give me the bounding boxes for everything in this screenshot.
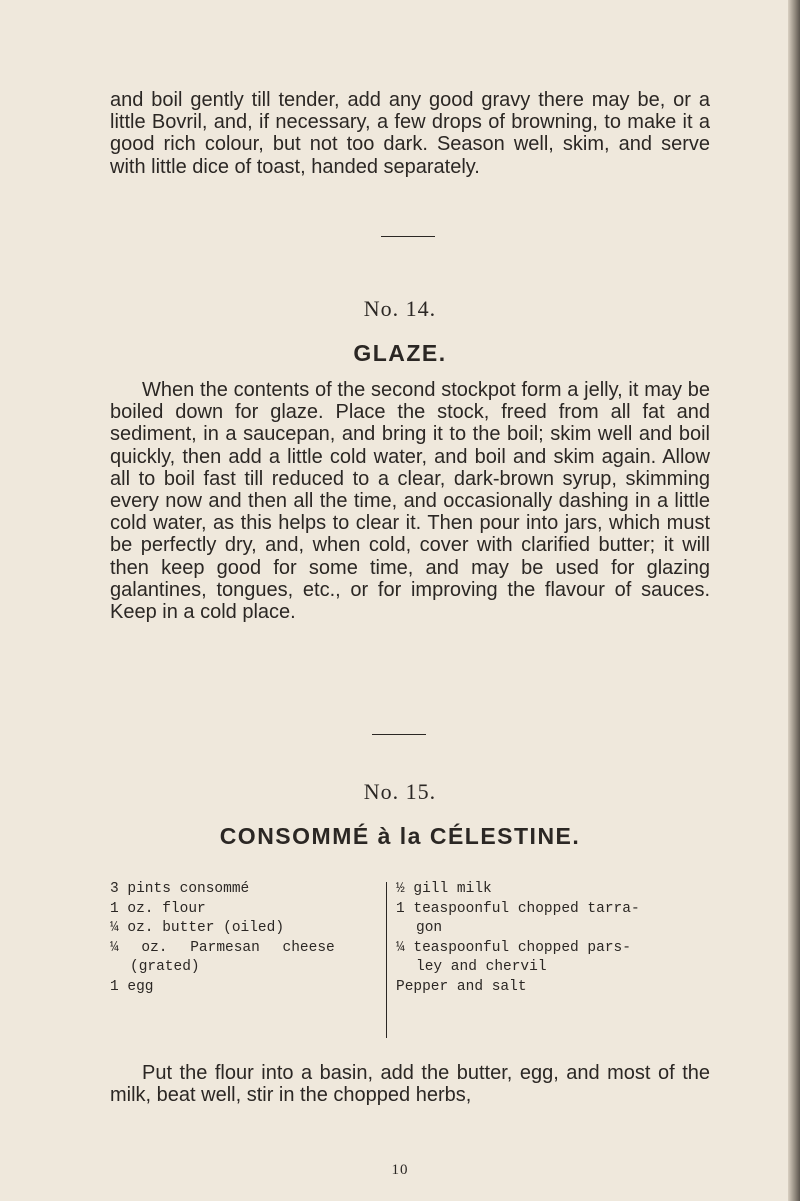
ingredient-item: Pepper and salt (396, 978, 527, 995)
ingredient-item: 1 oz. flour (110, 900, 206, 917)
ingredients-left-column (110, 880, 375, 997)
recipe-number: No. 14. (363, 296, 437, 321)
ingredient-item: ½ gill milk (396, 881, 492, 897)
section-divider (372, 734, 426, 735)
section-divider (381, 236, 435, 237)
recipe-body: When the contents of the second stockpot form a jelly, it may be boiled down for glaze. Place the stock, freed from all fat and sediment, in a saucepan, and bring it to the boil; skim well and boil quickly, then add a little cold water, and boil and skim again. Allow all to boil fast till reduced to a clear, dark-brown syrup, skimming every now and then all the time, and occasionally dashing in a little cold water, as this helps to clear it. Then pour into jars, which must be perfectly dry, and, when cold, cover with clarified butter; it will then keep good for some time, and may be used for glazing galantines, tongues, etc., or for improving the flavour of sauces. Keep in a cold place. (110, 379, 710, 624)
ingredient-item-continuation: gon (416, 920, 443, 936)
ingredient-item: 3 pints consommé (110, 881, 250, 897)
ingredient-item: ¼ teaspoonful chopped pars- (396, 939, 631, 956)
ingredient-item-continuation: (grated) (130, 959, 200, 975)
page-edge-shadow (788, 0, 800, 1201)
ingredient-item: ¼ oz. butter (oiled) (110, 920, 285, 936)
intro-paragraph: and boil gently till tender, add any good gravy there may be, or a little Bovril, and, if necessary, a few drops of browning, to make it a good rich colour, but not too dark. Season well, skim, and serve with little dice of toast, handed separately. (110, 89, 710, 178)
recipe-title: GLAZE. (353, 340, 447, 366)
ingredients-column-divider (386, 882, 387, 1038)
recipe-body: Put the flour into a basin, add the butter, egg, and most of the milk, beat well, stir in the chopped herbs, (110, 1062, 710, 1107)
ingredient-item: 1 teaspoonful chopped tarra- (396, 900, 640, 917)
ingredients-right-column (396, 880, 706, 997)
ingredient-item: 1 egg (110, 978, 154, 995)
ingredient-item-continuation: ley and chervil (416, 959, 547, 975)
recipe-number: No. 15. (363, 779, 437, 804)
page-number: 10 (391, 1162, 409, 1178)
recipe-title: CONSOMMÉ à la CÉLESTINE. (219, 823, 581, 849)
ingredient-item: ¼ oz. Parmesan cheese (110, 939, 335, 956)
